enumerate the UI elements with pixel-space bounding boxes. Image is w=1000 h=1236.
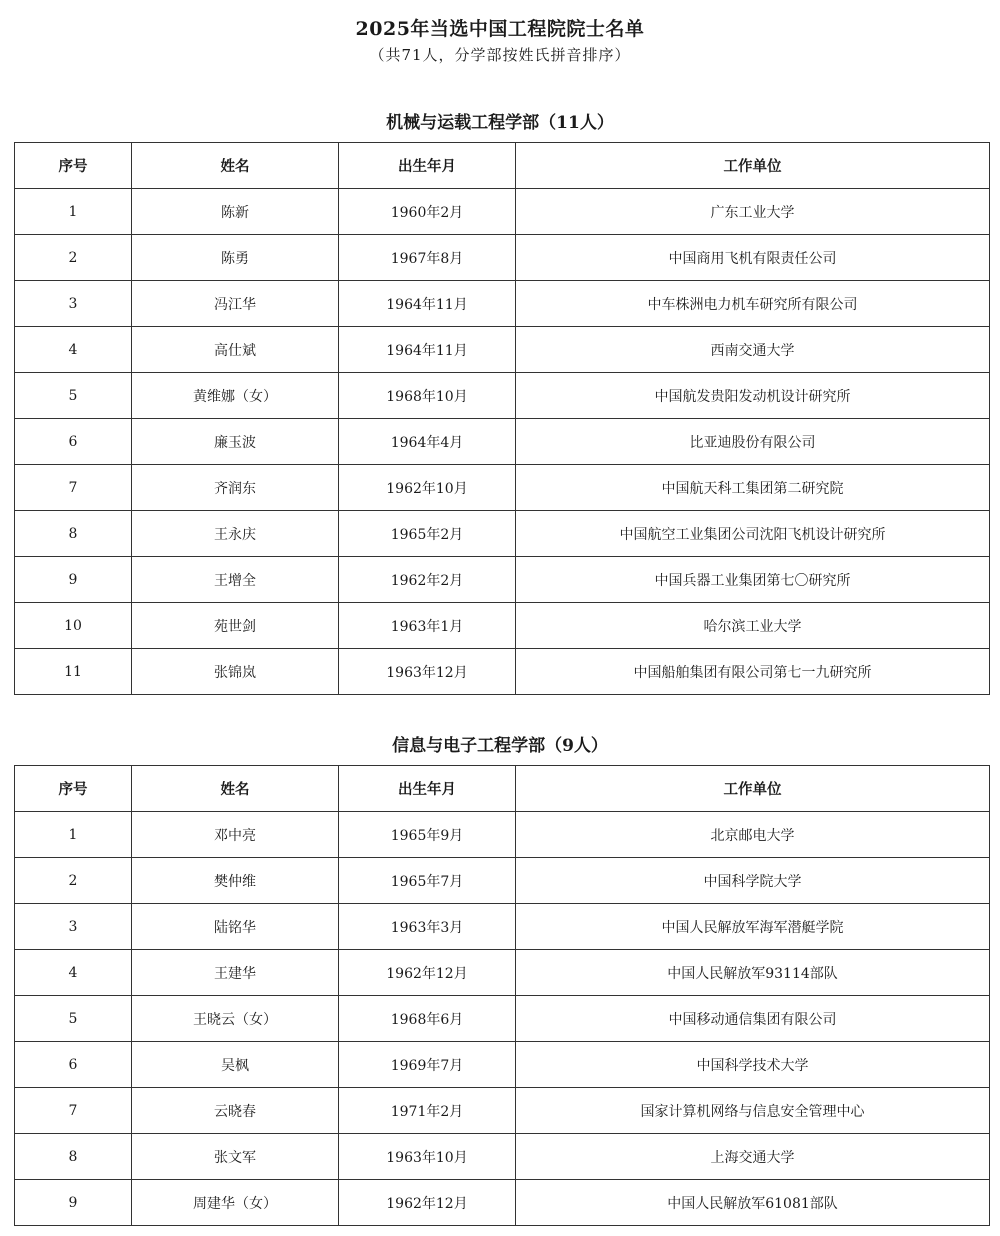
cell-name: 樊仲维 [132,858,339,904]
cell-index: 1 [15,812,132,858]
cell-birth: 1968年10月 [339,373,516,419]
cell-name: 黄维娜（女） [132,373,339,419]
cell-birth: 1969年7月 [339,1042,516,1088]
cell-index: 4 [15,950,132,996]
cell-birth: 1964年11月 [339,327,516,373]
cell-birth: 1965年9月 [339,812,516,858]
cell-index: 6 [15,1042,132,1088]
cell-name: 邓中亮 [132,812,339,858]
cell-employer: 中国航发贵阳发动机设计研究所 [516,373,990,419]
table-row [15,1042,990,1088]
table-row [15,327,990,373]
table-row [15,419,990,465]
section-title-mechanical: 机械与运载工程学部（11人） [386,113,614,133]
header-name: 姓名 [132,766,339,812]
cell-employer: 哈尔滨工业大学 [516,603,990,649]
cell-birth: 1962年12月 [339,950,516,996]
cell-name: 吴枫 [132,1042,339,1088]
cell-name: 陈新 [132,189,339,235]
cell-index: 9 [15,1180,132,1226]
cell-name: 苑世剑 [132,603,339,649]
cell-birth: 1971年2月 [339,1088,516,1134]
table-row [15,1180,990,1226]
cell-birth: 1960年2月 [339,189,516,235]
cell-birth: 1962年10月 [339,465,516,511]
cell-employer: 中国移动通信集团有限公司 [516,996,990,1042]
table-row [15,904,990,950]
cell-index: 7 [15,1088,132,1134]
table-mechanical [14,142,990,695]
cell-name: 王建华 [132,950,339,996]
cell-employer: 中国船舶集团有限公司第七一九研究所 [516,649,990,695]
cell-birth: 1963年3月 [339,904,516,950]
table-row [15,373,990,419]
table-information [14,765,990,1226]
cell-employer: 中国科学技术大学 [516,1042,990,1088]
table-row [15,1088,990,1134]
cell-index: 2 [15,235,132,281]
cell-birth: 1963年12月 [339,649,516,695]
cell-employer: 中国航空工业集团公司沈阳飞机设计研究所 [516,511,990,557]
table-row [15,1134,990,1180]
table-row [15,812,990,858]
cell-name: 周建华（女） [132,1180,339,1226]
cell-birth: 1964年11月 [339,281,516,327]
cell-index: 4 [15,327,132,373]
cell-index: 5 [15,373,132,419]
cell-index: 8 [15,1134,132,1180]
cell-name: 高仕斌 [132,327,339,373]
cell-employer: 广东工业大学 [516,189,990,235]
cell-employer: 上海交通大学 [516,1134,990,1180]
header-birth: 出生年月 [339,766,516,812]
header-index: 序号 [15,766,132,812]
cell-employer: 中国商用飞机有限责任公司 [516,235,990,281]
cell-name: 张文军 [132,1134,339,1180]
cell-birth: 1968年6月 [339,996,516,1042]
cell-employer: 中国人民解放军61081部队 [516,1180,990,1226]
table-row [15,858,990,904]
cell-index: 8 [15,511,132,557]
cell-index: 10 [15,603,132,649]
header-employer: 工作单位 [516,766,990,812]
table-body-mechanical [15,189,990,695]
cell-name: 云晓春 [132,1088,339,1134]
table-row [15,465,990,511]
cell-employer: 西南交通大学 [516,327,990,373]
cell-index: 11 [15,649,132,695]
cell-birth: 1962年12月 [339,1180,516,1226]
header-birth: 出生年月 [339,143,516,189]
cell-birth: 1965年2月 [339,511,516,557]
cell-name: 廉玉波 [132,419,339,465]
table-row [15,235,990,281]
cell-employer: 中国航天科工集团第二研究院 [516,465,990,511]
cell-employer: 北京邮电大学 [516,812,990,858]
cell-birth: 1963年10月 [339,1134,516,1180]
table-body-information [15,812,990,1226]
cell-name: 陈勇 [132,235,339,281]
table-header-row [15,766,990,812]
table-row [15,557,990,603]
cell-name: 冯江华 [132,281,339,327]
table-header-row [15,143,990,189]
cell-birth: 1962年2月 [339,557,516,603]
table-row [15,950,990,996]
table-row [15,281,990,327]
cell-name: 张锦岚 [132,649,339,695]
cell-name: 齐润东 [132,465,339,511]
cell-birth: 1967年8月 [339,235,516,281]
cell-name: 陆铭华 [132,904,339,950]
cell-employer: 国家计算机网络与信息安全管理中心 [516,1088,990,1134]
cell-name: 王增全 [132,557,339,603]
cell-index: 2 [15,858,132,904]
header-index: 序号 [15,143,132,189]
table-row [15,511,990,557]
header-employer: 工作单位 [516,143,990,189]
cell-birth: 1965年7月 [339,858,516,904]
cell-index: 3 [15,281,132,327]
cell-index: 7 [15,465,132,511]
cell-employer: 中国科学院大学 [516,858,990,904]
cell-index: 1 [15,189,132,235]
section-title-information: 信息与电子工程学部（9人） [392,736,608,756]
page-title: 2025年当选中国工程院院士名单 [355,18,645,40]
table-row [15,649,990,695]
page-subtitle: （共71人，分学部按姓氏拼音排序） [369,46,631,64]
cell-birth: 1963年1月 [339,603,516,649]
cell-employer: 比亚迪股份有限公司 [516,419,990,465]
table-row [15,603,990,649]
cell-name: 王永庆 [132,511,339,557]
cell-employer: 中国人民解放军93114部队 [516,950,990,996]
header-name: 姓名 [132,143,339,189]
cell-index: 5 [15,996,132,1042]
cell-index: 9 [15,557,132,603]
cell-name: 王晓云（女） [132,996,339,1042]
table-row [15,996,990,1042]
cell-birth: 1964年4月 [339,419,516,465]
cell-index: 6 [15,419,132,465]
cell-employer: 中车株洲电力机车研究所有限公司 [516,281,990,327]
cell-index: 3 [15,904,132,950]
table-row [15,189,990,235]
cell-employer: 中国兵器工业集团第七〇研究所 [516,557,990,603]
cell-employer: 中国人民解放军海军潜艇学院 [516,904,990,950]
